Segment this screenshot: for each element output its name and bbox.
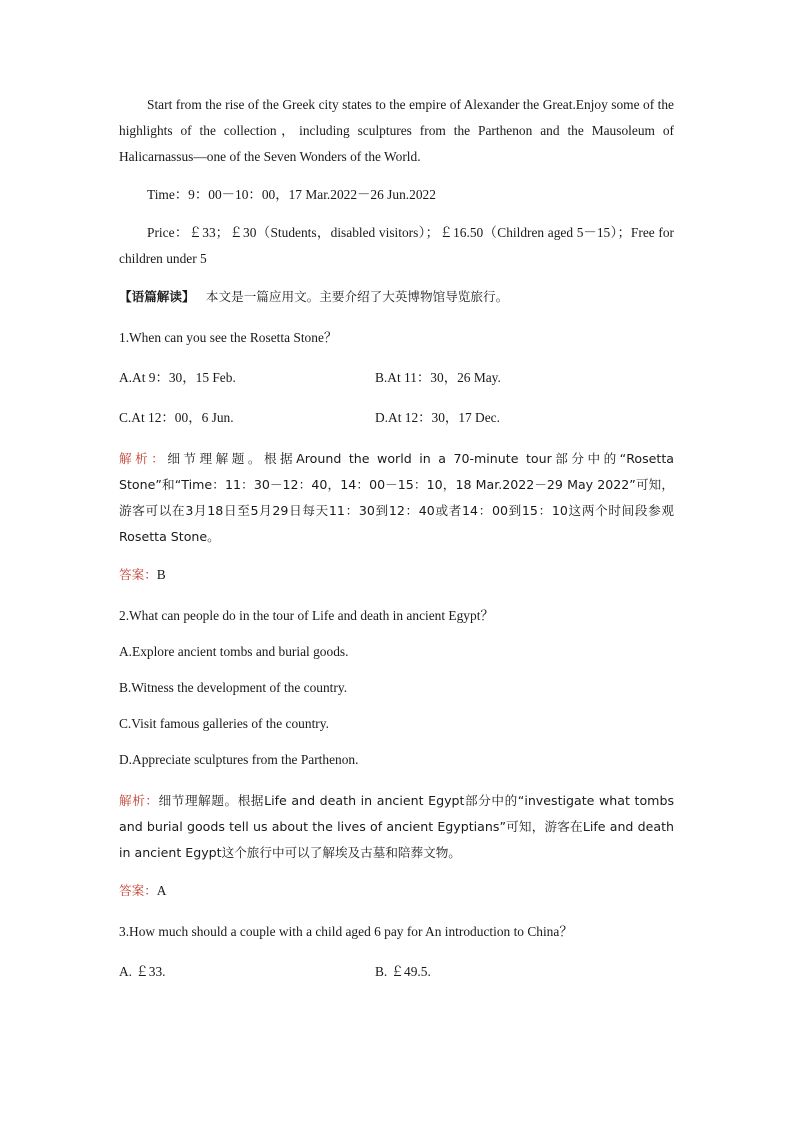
option-b: B.Witness the development of the country. (119, 680, 348, 695)
passage-time: Time：9：00－10：00，17 Mar.2022－26 Jun.2022 (147, 187, 436, 202)
question-2-analysis (119, 788, 674, 866)
reading-label: 【语篇解读】 (119, 289, 195, 304)
question-1-answer (119, 562, 674, 588)
question-1-analysis (119, 446, 674, 550)
analysis-text: 细节理解题。根据Life and death in ancient Egypt部分中的“investigate what tombs and burial goods tell us about the lives of ancient Egyptians”可知，游客在Life and death in ancient Egypt这个旅行中可以了解埃及古墓和陪葬文物。 (119, 793, 675, 860)
analysis-text: 细节理解题。根据Around the world in a 70-minute tour部分中的“Rosetta Stone”和“Time：11：30－12：40，14：00－15：10，18 Mar.2022－29 May 2022”可知，游客可以在3月18日至5月29日每天11：30到12：40或者14：00到15：10这两个时间段参观Rosetta Stone。 (119, 451, 674, 544)
answer-value: A (156, 883, 167, 898)
passage-paragraph: Start from the rise of the Greek city states to the empire of Alexander the Great.Enjoy some of the highlights of the collection，including sculptures from the Parthenon and the Mausoleum of Halicarnassus—one of the Seven Wonders of the World. (119, 97, 674, 164)
answer-label: 答案： (119, 567, 157, 582)
question-3-options-row-1 (119, 959, 674, 985)
question-3-stem: 3.How much should a couple with a child aged 6 pay for An introduction to China？ (119, 924, 573, 939)
question-1-stem: 1.When can you see the Rosetta Stone？ (119, 330, 338, 345)
option-c: C.Visit famous galleries of the country. (119, 716, 329, 731)
question-2-answer (119, 878, 674, 904)
reading-summary (119, 284, 674, 310)
option-b: B.At 11：30，26 May. (375, 370, 501, 385)
option-a: A. ￡33. (119, 964, 166, 979)
answer-label: 答案： (119, 883, 157, 898)
answer-value: B (156, 567, 166, 582)
option-b: B. ￡49.5. (375, 964, 431, 979)
question-2-stem: 2.What can people do in the tour of Life and death in ancient Egypt？ (119, 608, 494, 623)
analysis-label: 解析： (119, 451, 168, 466)
option-c: C.At 12：00，6 Jun. (119, 410, 234, 425)
document-page (119, 92, 674, 985)
passage-price: Price：￡33；￡30（Students，disabled visitors）；￡16.50（Children aged 5－15）；Free for children under 5 (119, 225, 674, 266)
option-a: A.At 9：30，15 Feb. (119, 370, 236, 385)
option-d: D.Appreciate sculptures from the Parthenon. (119, 752, 359, 767)
question-1-options-row-1 (119, 365, 674, 391)
option-d: D.At 12：30，17 Dec. (375, 410, 500, 425)
option-a: A.Explore ancient tombs and burial goods. (119, 644, 349, 659)
reading-text: 本文是一篇应用文。主要介绍了大英博物馆导览旅行。 (205, 289, 509, 304)
analysis-label: 解析： (119, 793, 159, 808)
question-1-options-row-2 (119, 405, 674, 431)
